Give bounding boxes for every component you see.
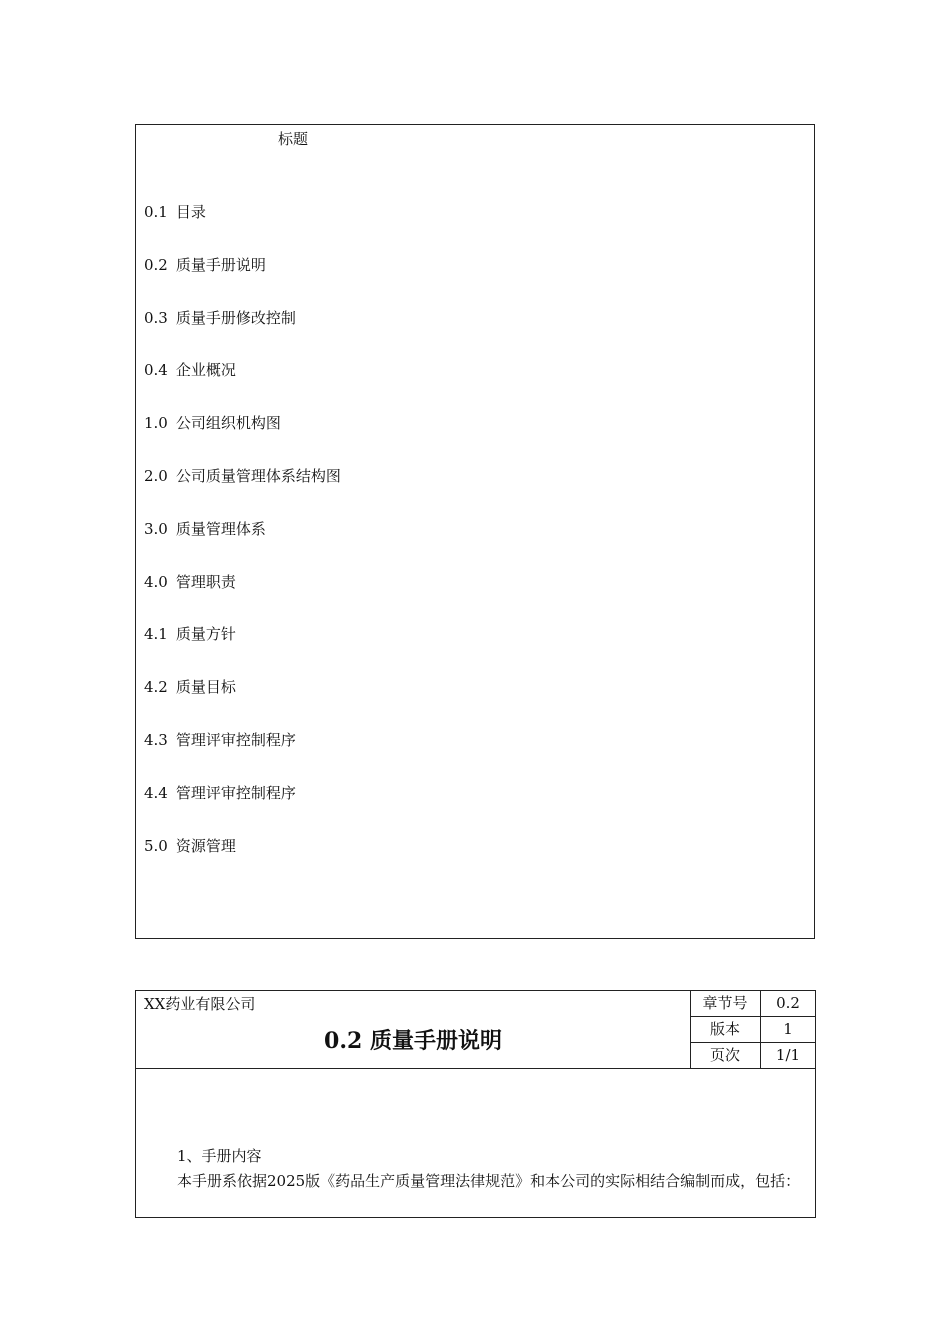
body-paragraph: 1、手册内容 [177, 1147, 262, 1165]
toc-item [144, 255, 341, 308]
toc-item [144, 624, 341, 677]
toc-item [144, 572, 341, 625]
toc-item [144, 730, 341, 783]
toc-item [144, 466, 341, 519]
meta-row [690, 991, 815, 1017]
toc-item-title: 管理职责 [175, 572, 236, 591]
toc-item-number: 3.0 [144, 519, 168, 538]
body-paragraph: 本手册系依据2025版《药品生产质量管理法律规范》和本公司的实际相结合编制而成，包括： [177, 1172, 801, 1190]
document-meta-table [690, 991, 815, 1069]
meta-value-chapter: 0.2 [761, 991, 816, 1017]
toc-item-number: 0.4 [144, 361, 168, 380]
toc-item-number: 4.1 [144, 625, 168, 644]
toc-item-number: 1.0 [144, 414, 168, 433]
toc-item-number: 4.4 [144, 783, 168, 802]
company-name: XX药业有限公司 [144, 995, 256, 1013]
toc-item [144, 360, 341, 413]
toc-item [144, 202, 341, 255]
toc-heading: 标题 [278, 130, 309, 148]
toc-item-number: 5.0 [144, 836, 168, 855]
toc-item [144, 413, 341, 466]
toc-item-number: 4.3 [144, 730, 168, 749]
meta-value-page: 1/1 [761, 1043, 816, 1069]
toc-item-title: 质量手册说明 [175, 255, 266, 274]
toc-item-title: 质量手册修改控制 [175, 308, 296, 327]
toc-item [144, 783, 341, 836]
meta-row [690, 1017, 815, 1043]
section-title: 0.2 质量手册说明 [324, 1028, 502, 1054]
section-body [144, 1144, 808, 1194]
toc-item-number: 2.0 [144, 466, 168, 485]
meta-value-version: 1 [761, 1017, 816, 1043]
toc-item-number: 0.1 [144, 203, 168, 221]
toc-item-title: 质量目标 [175, 678, 236, 697]
toc-item [144, 836, 341, 889]
toc-item-title: 资源管理 [175, 836, 236, 855]
toc-list [144, 202, 341, 888]
toc-item-title: 管理评审控制程序 [175, 730, 296, 749]
toc-item-title: 质量方针 [175, 625, 236, 644]
toc-item-title: 目录 [175, 203, 206, 221]
toc-item-title: 管理评审控制程序 [175, 783, 296, 802]
header-divider [136, 1068, 815, 1069]
toc-item-title: 公司组织机构图 [175, 414, 281, 433]
section-header [136, 991, 691, 1068]
toc-item-number: 4.2 [144, 678, 168, 697]
toc-item-title: 质量管理体系 [175, 519, 266, 538]
toc-item-title: 公司质量管理体系结构图 [175, 466, 341, 485]
meta-label-chapter: 章节号 [690, 991, 761, 1017]
toc-item [144, 308, 341, 361]
table-of-contents-box [135, 124, 815, 939]
toc-item-number: 0.3 [144, 308, 168, 327]
toc-item [144, 519, 341, 572]
meta-label-page: 页次 [690, 1043, 761, 1069]
meta-row [690, 1043, 815, 1069]
section-page-box [135, 990, 816, 1218]
toc-item-title: 企业概况 [175, 361, 236, 380]
toc-item-number: 0.2 [144, 255, 168, 274]
toc-item [144, 677, 341, 730]
meta-label-version: 版本 [690, 1017, 761, 1043]
toc-item-number: 4.0 [144, 572, 168, 591]
